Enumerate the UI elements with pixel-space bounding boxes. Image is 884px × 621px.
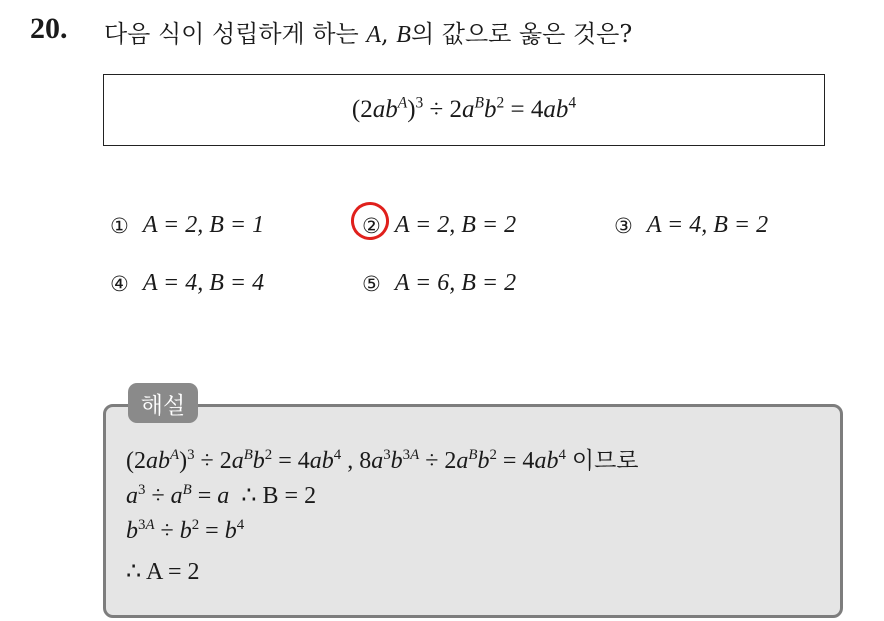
choice-text: A = 6, B = 2 <box>394 270 517 296</box>
given-equation: $(2ab^A)^3 \div 2a^Bb^2 = 4ab^4$ <box>351 94 577 123</box>
solution-line-3: $b^{3A} \div b^2 = b^4$ <box>126 516 245 544</box>
choice-text: A = 2, B = 1 <box>142 212 265 238</box>
choice-3[interactable] <box>614 212 768 239</box>
solution-title-tab: 해설 <box>128 383 198 423</box>
solution-line-4: ∴ A = 2 <box>126 559 200 585</box>
choice-number: ⑤ <box>362 271 381 296</box>
choice-text: A = 4, B = 4 <box>142 270 265 296</box>
choice-number: ③ <box>614 213 633 238</box>
solution-line-2: $a^3 \div a^B = a$ ∴ B = 2 <box>126 481 317 509</box>
choice-4[interactable] <box>110 270 264 297</box>
choice-1[interactable] <box>110 212 264 239</box>
choice-number: ② <box>362 214 381 238</box>
choice-5[interactable] <box>362 270 516 297</box>
choice-2[interactable] <box>362 212 516 239</box>
answer-mark-circle <box>347 198 392 243</box>
choice-text: A = 2, B = 2 <box>394 212 517 238</box>
question-number: 20. <box>30 12 68 45</box>
solution-box <box>103 404 843 618</box>
choice-text: A = 4, B = 2 <box>646 212 769 238</box>
formula-box <box>103 74 825 146</box>
choice-number: ① <box>110 213 129 238</box>
solution-line-1: $(2ab^A)^3 \div 2a^Bb^2 = 4ab^4$ , $8a^3b^{3A} \div 2a^Bb^2 = 4ab^4$ 이므로 <box>126 446 639 474</box>
question-text: 다음 식이 성립하게 하는 A, B의 값으로 옳은 것은? <box>104 20 633 48</box>
choice-number: ④ <box>110 271 129 296</box>
